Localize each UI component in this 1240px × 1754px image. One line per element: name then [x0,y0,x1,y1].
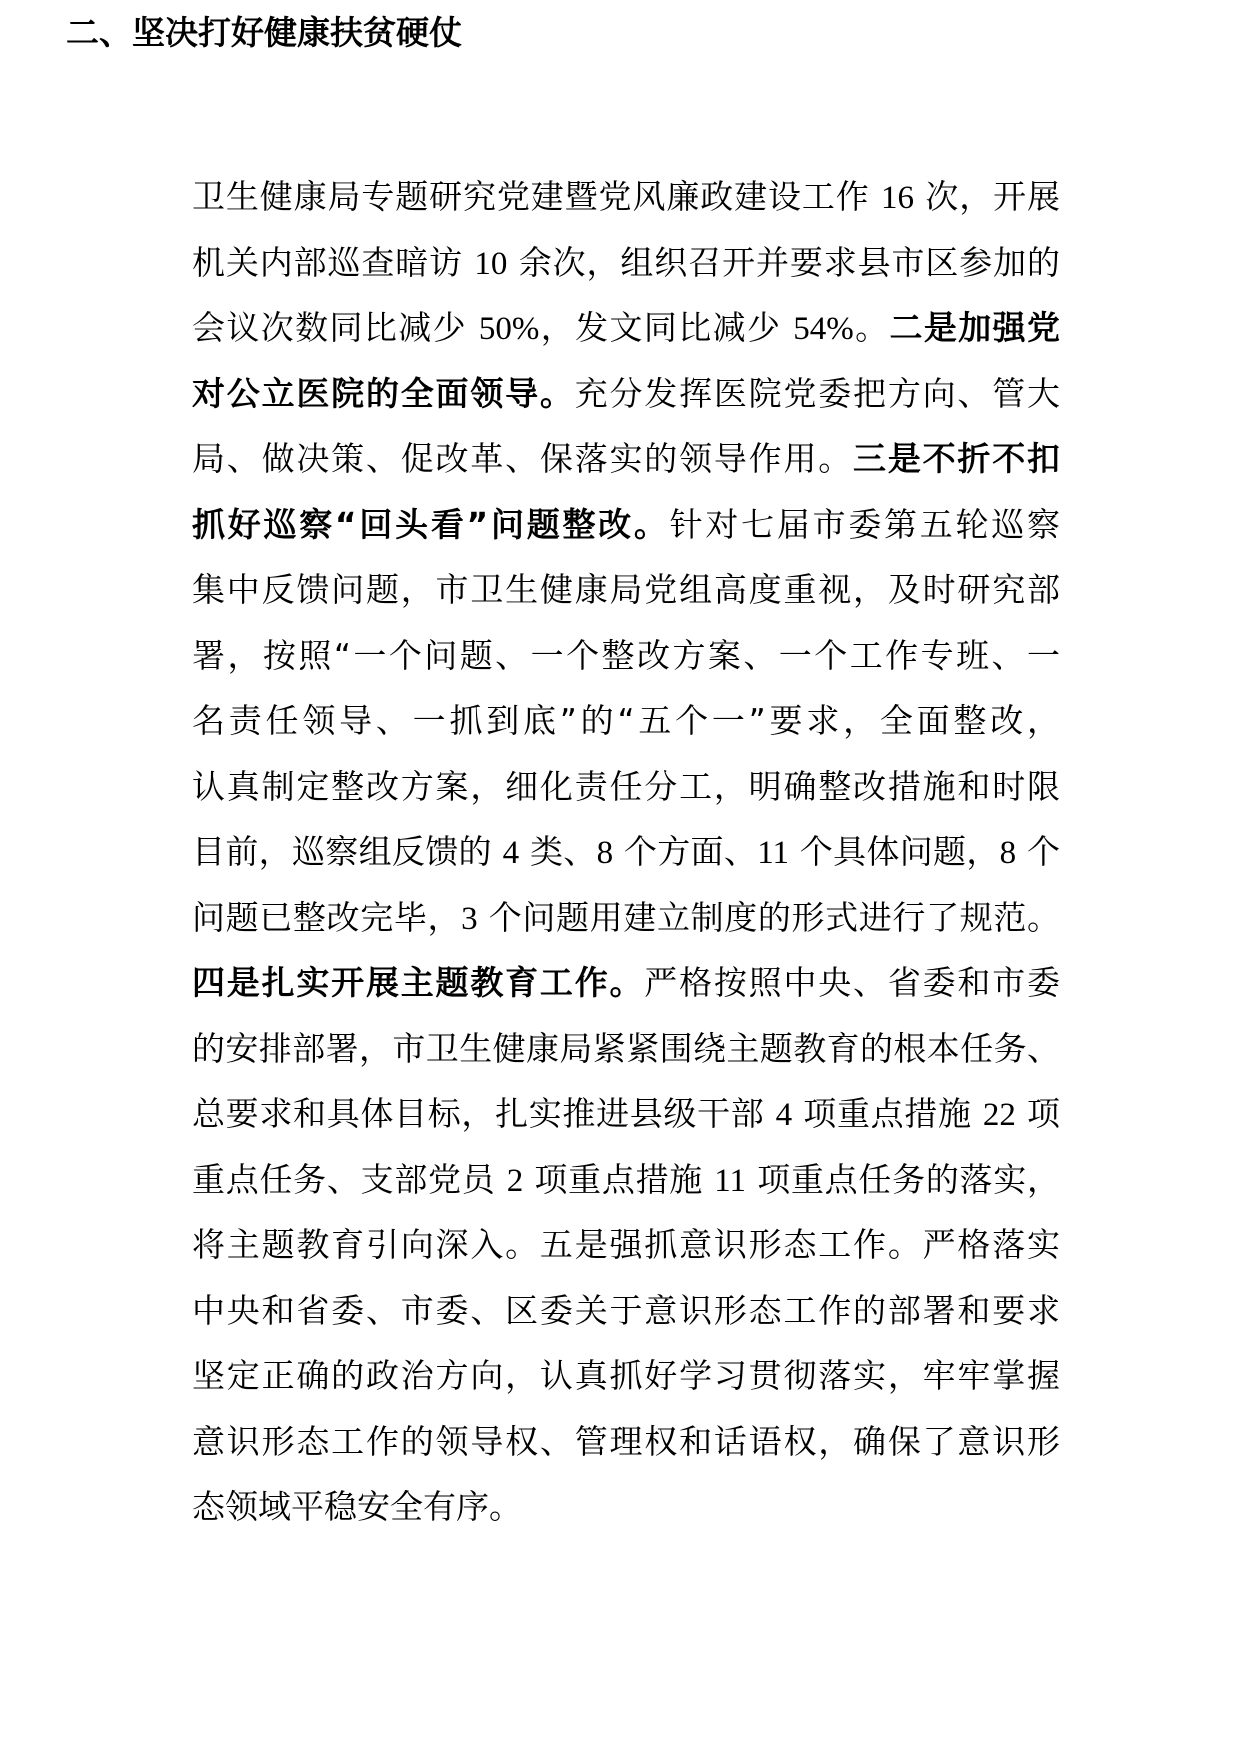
text-run: 目前，巡察组反馈的 [192,832,503,871]
text-run: 针对七届市委第五轮巡察 [669,504,1060,544]
text-line [192,1343,1060,1409]
bold-text-run: 对公立医院的全面领导。 [192,373,575,413]
text-run: 类、 [519,832,597,871]
text-run: 中央和省委、市委、区委关于意识形态工作的部署和要求 [192,1290,1060,1330]
text-line [192,492,1060,558]
text-run: 集中反馈问题，市卫生健康局党组高度重视，及时研究部 [192,570,1060,609]
text-run: 问题已整改完毕， [192,897,462,937]
bold-text-run: 三是不折不扣 [853,439,1061,478]
text-run: 项 [1015,1094,1060,1133]
text-line [192,1147,1060,1213]
text-line [192,1409,1060,1475]
text-run: 个问题用建立制度的形式进行了规范。 [477,897,1060,937]
text-line [192,623,1060,689]
text-run: 项重点措施 [523,1159,715,1199]
text-line [192,361,1060,427]
number-run: 50% [478,311,540,347]
text-run: 会议次数同比减少 [192,308,479,347]
text-line [192,1016,1060,1082]
text-run: 认真制定整改方案，细化责任分工，明确整改措施和时限 [192,766,1060,806]
number-run: 4 [502,835,520,871]
text-line [192,1278,1060,1344]
text-run: 个 [1016,832,1060,871]
text-line [192,1212,1060,1278]
text-line [192,1474,1060,1540]
text-run: 项重点措施 [792,1094,983,1133]
text-run: 坚定正确的政治方向，认真抓好学习贯彻落实，牢牢掌握 [192,1356,1060,1395]
bold-text-run: 二是加强党 [889,308,1060,347]
text-run: 充分发挥医院党委把方向、管大 [574,373,1061,413]
text-run: 的安排部署，市卫生健康局紧紧围绕主题教育的根本任务、 [192,1028,1060,1068]
number-run: 11 [714,1162,747,1199]
number-run: 16 [880,180,914,216]
text-line [192,295,1060,361]
text-line [192,885,1060,951]
text-run: 卫生健康局专题研究党建暨党风廉政建设工作 [192,177,881,216]
bold-text-run: 抓好巡察“回头看”问题整改。 [192,504,670,544]
text-run: 意识形态工作的领导权、管理权和话语权，确保了意识形 [192,1421,1060,1461]
text-line [192,1081,1060,1147]
number-run: 2 [506,1162,524,1199]
text-line [192,230,1060,296]
text-run: 局、做决策、促改革、保落实的领导作用。 [192,439,854,478]
number-run: 11 [757,835,789,871]
text-run: 次，开展 [913,177,1060,216]
text-run: 态领域平稳安全有序。 [192,1487,522,1526]
text-run: 项重点任务的落实， [746,1159,1060,1199]
number-run: 54% [793,311,854,347]
number-run: 8 [596,835,614,871]
text-run: 机关内部巡查暗访 [192,242,475,282]
section-heading: 二、坚决打好健康扶贫硬仗 [66,13,462,52]
text-run: 署，按照“一个问题、一个整改方案、一个工作专班、一 [192,635,1060,675]
text-run: 个方面、 [613,832,758,871]
number-run: 10 [474,245,508,282]
text-line [192,557,1060,623]
text-line [192,164,1060,230]
text-line [192,950,1060,1016]
text-run: 将主题教育引向深入。五是强抓意识形态工作。严格落实 [192,1225,1060,1264]
text-line [192,688,1060,754]
text-run: 严格按照中央、省委和市委 [644,963,1061,1002]
text-run: 名责任领导、一抓到底”的“五个一”要求，全面整改， [192,701,1060,740]
text-run: 个具体问题， [788,832,1000,871]
number-run: 3 [461,900,478,937]
text-line [192,426,1060,492]
body-paragraph [192,164,1060,1540]
text-line [192,754,1060,820]
bold-text-run: 四是扎实开展主题教育工作。 [192,963,645,1002]
text-run: ，发文同比减少 [539,308,794,347]
text-line [192,819,1060,885]
text-run: 重点任务、支部党员 [192,1159,507,1199]
text-run: 余次，组织召开并要求县市区参加的 [507,242,1060,282]
number-run: 22 [982,1097,1016,1133]
number-run: 8 [999,835,1017,871]
text-run: 。 [853,308,890,347]
number-run: 4 [775,1097,793,1133]
text-run: 总要求和具体目标，扎实推进县级干部 [192,1094,776,1133]
